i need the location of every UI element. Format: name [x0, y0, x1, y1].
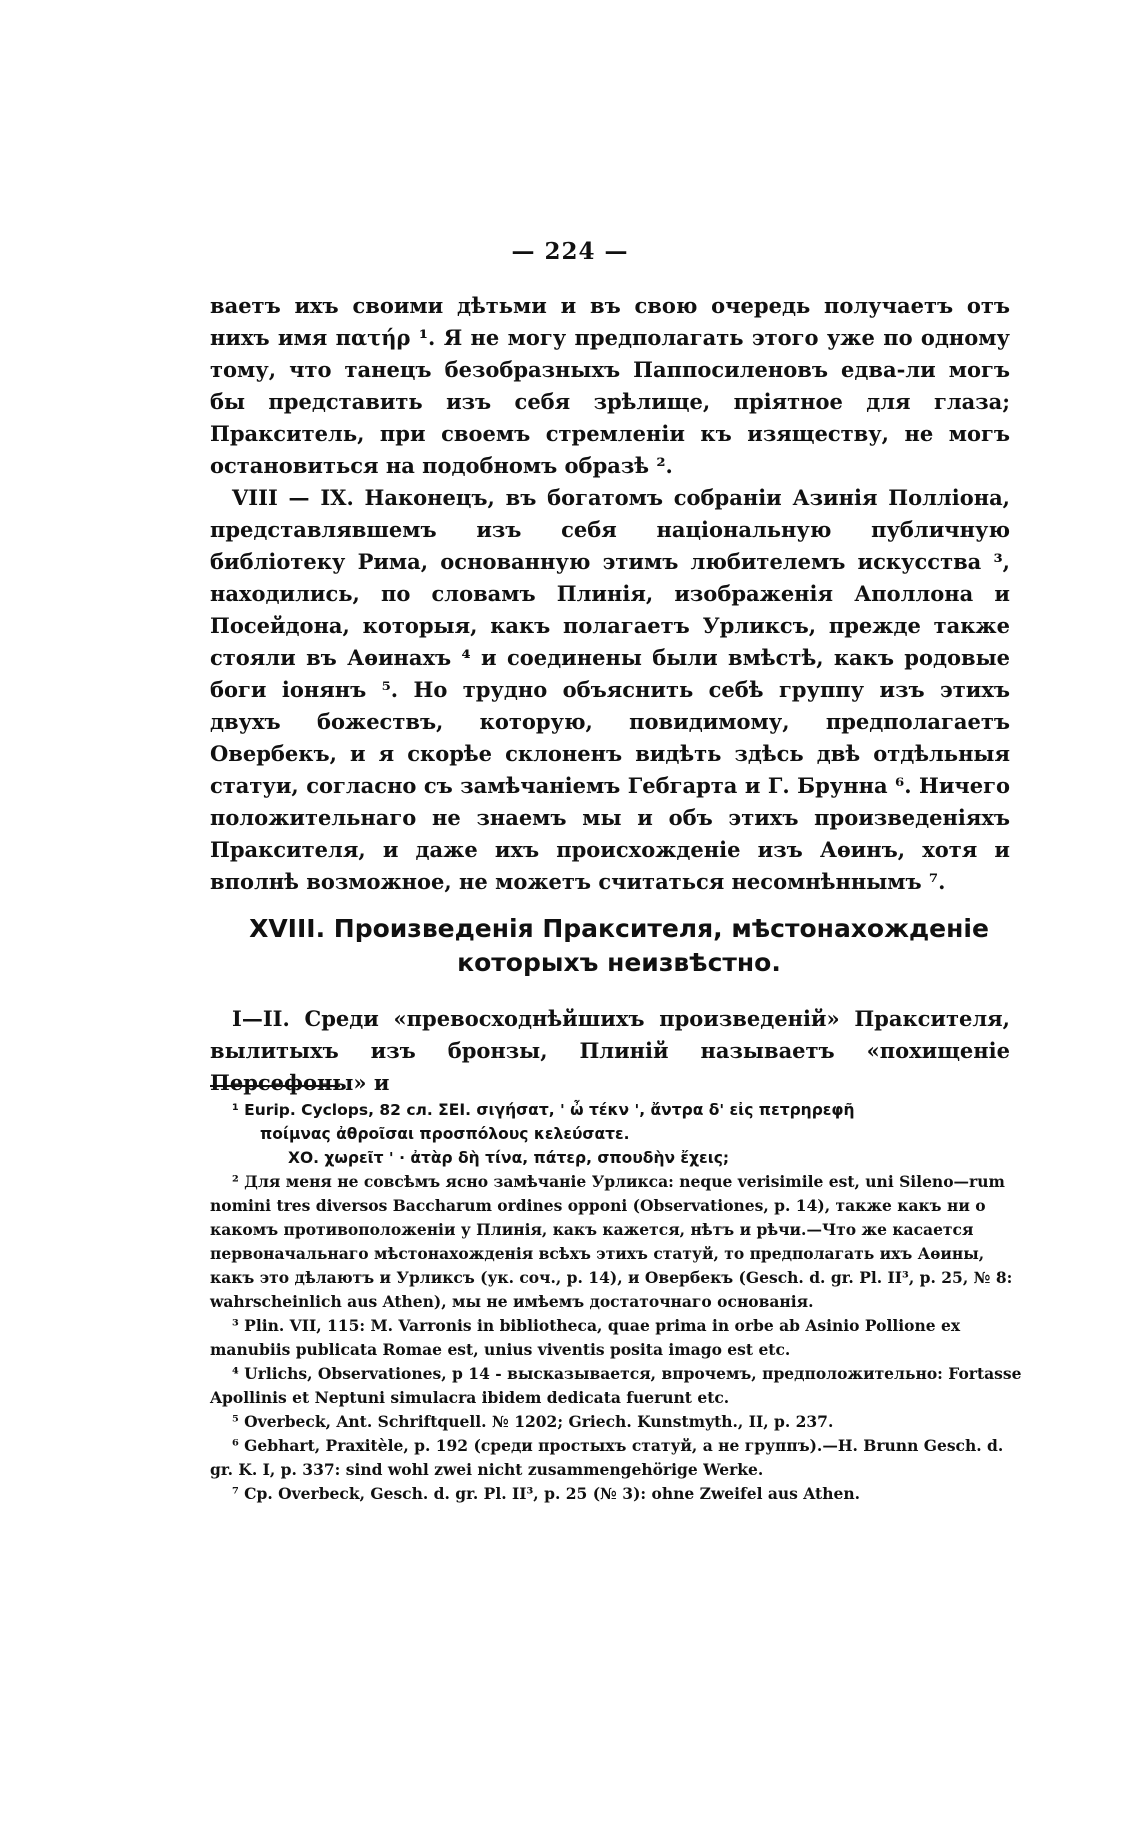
paragraph-2: VIII — IX. Наконецъ, въ богатомъ собраніи Азинія Полліона, представлявшемъ изъ себя національную публичную библіотеку Рима, основанную этимъ любителемъ искусства ³, находились, по словамъ Плинія, изображенія Аполлона и Посейдона, которыя, какъ полагаетъ Урликсъ, прежде также стояли въ Аѳинахъ ⁴ и соединены были вмѣстѣ, какъ родовые боги іонянъ ⁵. Но трудно объяснить себѣ группу изъ этихъ двухъ божествъ, которую, повидимому, предполагаетъ Овербекъ, и я скорѣе склоненъ видѣть здѣсь двѣ отдѣльныя статуи, согласно съ замѣчаніемъ Гебгарта и Г. Брунна ⁶. Ничего положительнаго не знаемъ мы и объ этихъ произведеніяхъ Праксителя, и даже ихъ происхожденіе изъ Аѳинъ, хотя и вполнѣ возможное, не можетъ считаться несомнѣннымъ ⁷. [210, 485, 1010, 894]
footnote-5: ⁵ Overbeck, Ant. Schriftquell. № 1202; Griech. Kunstmyth., II, p. 237. [232, 1412, 834, 1431]
footnote-6: ⁶ Gebhart, Praxitèle, p. 192 (среди простыхъ статуй, а не группъ).—H. Brunn Gesch. d. gr. K. I, p. 337: sind wohl zwei nicht zusammengehörige Werke. [210, 1436, 1004, 1479]
footnote-2: ² Для меня не совсѣмъ ясно замѣчаніе Урликса: neque verisimile est, uni Sileno—rum nomini tres diversos Baccharum ordines opponi (Observationes, p. 14), также какъ ни о какомъ противоположеніи у Плинія, какъ кажется, нѣтъ и рѣчи.—Что же касается первоначальнаго мѣстонахожденія всѣхъ этихъ статуй, то предполагать ихъ Аѳины, какъ это дѣлаютъ и Урликсъ (ук. соч., р. 14), и Овербекъ (Gesch. d. gr. Pl. II³, p. 25, № 8: wahrscheinlich aus Athen), мы не имѣемъ достаточнаго основанія. [210, 1172, 1013, 1311]
footnote-divider [210, 1085, 340, 1087]
footnote-3: ³ Plin. VII, 115: M. Varronis in bibliotheca, quae prima in orbe ab Asinio Pollione ex manubiis publicata Romae est, unius viventis posita imago est etc. [210, 1316, 961, 1359]
paragraph-1: ваетъ ихъ своими дѣтьми и въ свою очередь получаетъ отъ нихъ имя πατήρ ¹. Я не могу предполагать этого уже по одному тому, что танецъ безобразныхъ Паппосиленовъ едва-ли могъ бы представить изъ себя зрѣлище, пріятное для глаза; Пракситель, при своемъ стремленіи къ изяществу, не могъ остановиться на подобномъ образѣ ². [210, 293, 1010, 478]
paragraph-3: I—II. Среди «превосходнѣйшихъ произведеній» Праксителя, вылитыхъ изъ бронзы, Плиній называетъ «похищеніе Персефоны» и [210, 1006, 1010, 1095]
footnotes [210, 1098, 1030, 1506]
section-heading: XVIII. Произведенія Праксителя, мѣстонахожденіе которыхъ неизвѣстно. [249, 914, 989, 977]
footnote-1-line-3: ΧΟ. χωρεῖτ ' · ἀτὰρ δὴ τίνα, πάτερ, σπουδὴν ἔχεις; [288, 1149, 730, 1167]
main-text [210, 290, 1010, 898]
footnote-4: ⁴ Urlichs, Observationes, p 14 - высказывается, впрочемъ, предположительно: Fortasse Apollinis et Neptuni simulacra ibidem dedicata fuerunt etc. [210, 1364, 1022, 1407]
footnote-7: ⁷ Cp. Overbeck, Gesch. d. gr. Pl. II³, p. 25 (№ 3): ohne Zweifel aus Athen. [232, 1484, 861, 1503]
footnote-1-line-2: ποίμνας ἀθροῖσαι προσπόλους κελεύσατε. [260, 1125, 630, 1143]
footnote-1-line-1: ¹ Eurip. Cyclops, 82 сл. ΣΕΙ. σιγήσατ, ' ὦ τέκν ', ἄντρα δ' εἰς πετρηρεφῆ [232, 1101, 855, 1119]
page-number: — 224 — [511, 238, 629, 265]
